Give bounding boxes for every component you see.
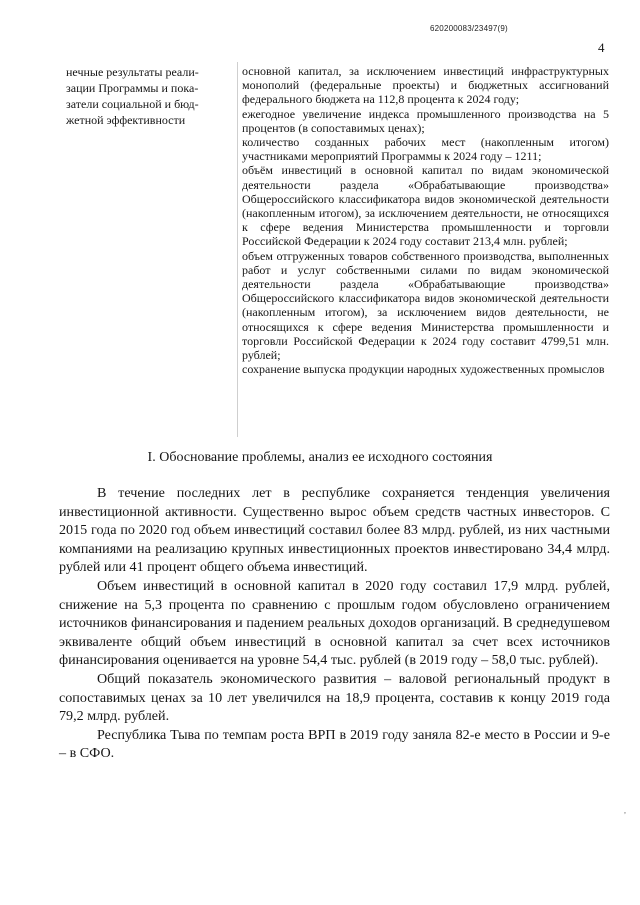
document-id: 620200083/23497(9): [430, 24, 508, 33]
table-column-divider: [237, 62, 238, 437]
indicator-item: основной капитал, за исключением инвестиций инфраструктурных монополий (федеральные проекты) и бюджетных ассигнований федерального бюджета на 112,8 процента к 2024 году;: [242, 64, 609, 107]
table-left-cell: [66, 64, 226, 128]
left-cell-line: нечные результаты реали-: [66, 65, 199, 79]
page-number: 4: [598, 40, 605, 55]
indicator-item: количество созданных рабочих мест (накопленным итогом) участниками мероприятий Программы к 2024 году – 1211;: [242, 135, 609, 164]
paragraph: В течение последних лет в республике сохраняется тенденция увеличения инвестиционной активности. Существенно вырос объем средств частных инвесторов. С 2015 года по 2020 год объем инвестиций составил более 83 млрд. рублей, из них частными компаниями на реализацию крупных инвестиционных проектов инвестировано 34,4 млрд. рублей или 41 процент общего объема инвестиций.: [59, 485, 610, 576]
paragraph: Объем инвестиций в основной капитал в 2020 году составил 17,9 млрд. рублей, снижение на 5,3 процента по сравнению с прошлым годом обусловлено ограничением источников финансирования и падением реальных доходов организаций. В среднедушевом эквиваленте общий объем инвестиций в основной капитал за счет всех источников финансирования оценивается на уровне 54,4 тыс. рублей (в 2019 году – 58,0 тыс. рублей).: [59, 577, 610, 669]
indicator-item: объём инвестиций в основной капитал по видам экономической деятельности раздела «Обрабатывающие производства» Общероссийского классификатора видов экономической деятельности (накопленным итогом), за исключением деятельности, не относящихся к сфере ведения Министерства промышленности и торговли Российской Федерации к 2024 году составит 213,4 млн. рублей;: [242, 163, 609, 249]
margin-mark: ,: [624, 806, 626, 815]
left-cell-line: жетной эффективности: [66, 113, 186, 127]
indicator-item: объем отгруженных товаров собственного производства, выполненных работ и услуг собственными силами по видам экономической деятельности раздела «Обрабатывающие производства» Общероссийского классификатора видов экономической деятельности (накопленным итогом), за исключением видов деятельности, не относящихся к сфере ведения Министерства промышленности и торговли Российской Федерации к 2024 году составит 4799,51 млн. рублей;: [242, 248, 609, 363]
left-cell-line: затели социальной и бюд-: [66, 97, 199, 111]
table-right-cell: [242, 64, 609, 376]
section-title: I. Обоснование проблемы, анализ ее исходного состояния: [147, 450, 493, 465]
paragraph: Республика Тыва по темпам роста ВРП в 2019 году заняла 82-е место в России и 9-е – в СФО.: [59, 726, 610, 762]
left-cell-line: зации Программы и пока-: [66, 81, 199, 95]
indicator-item: ежегодное увеличение индекса промышленного производства на 5 процентов (в сопоставимых ценах);: [242, 106, 609, 135]
paragraph: Общий показатель экономического развития – валовой региональный продукт в сопоставимых ценах за 10 лет увеличился на 18,9 процента, составив к концу 2019 года 79,2 млрд. рублей.: [59, 670, 610, 725]
indicator-item: сохранение выпуска продукции народных художественных промыслов: [242, 362, 605, 377]
body-text: [59, 484, 610, 763]
